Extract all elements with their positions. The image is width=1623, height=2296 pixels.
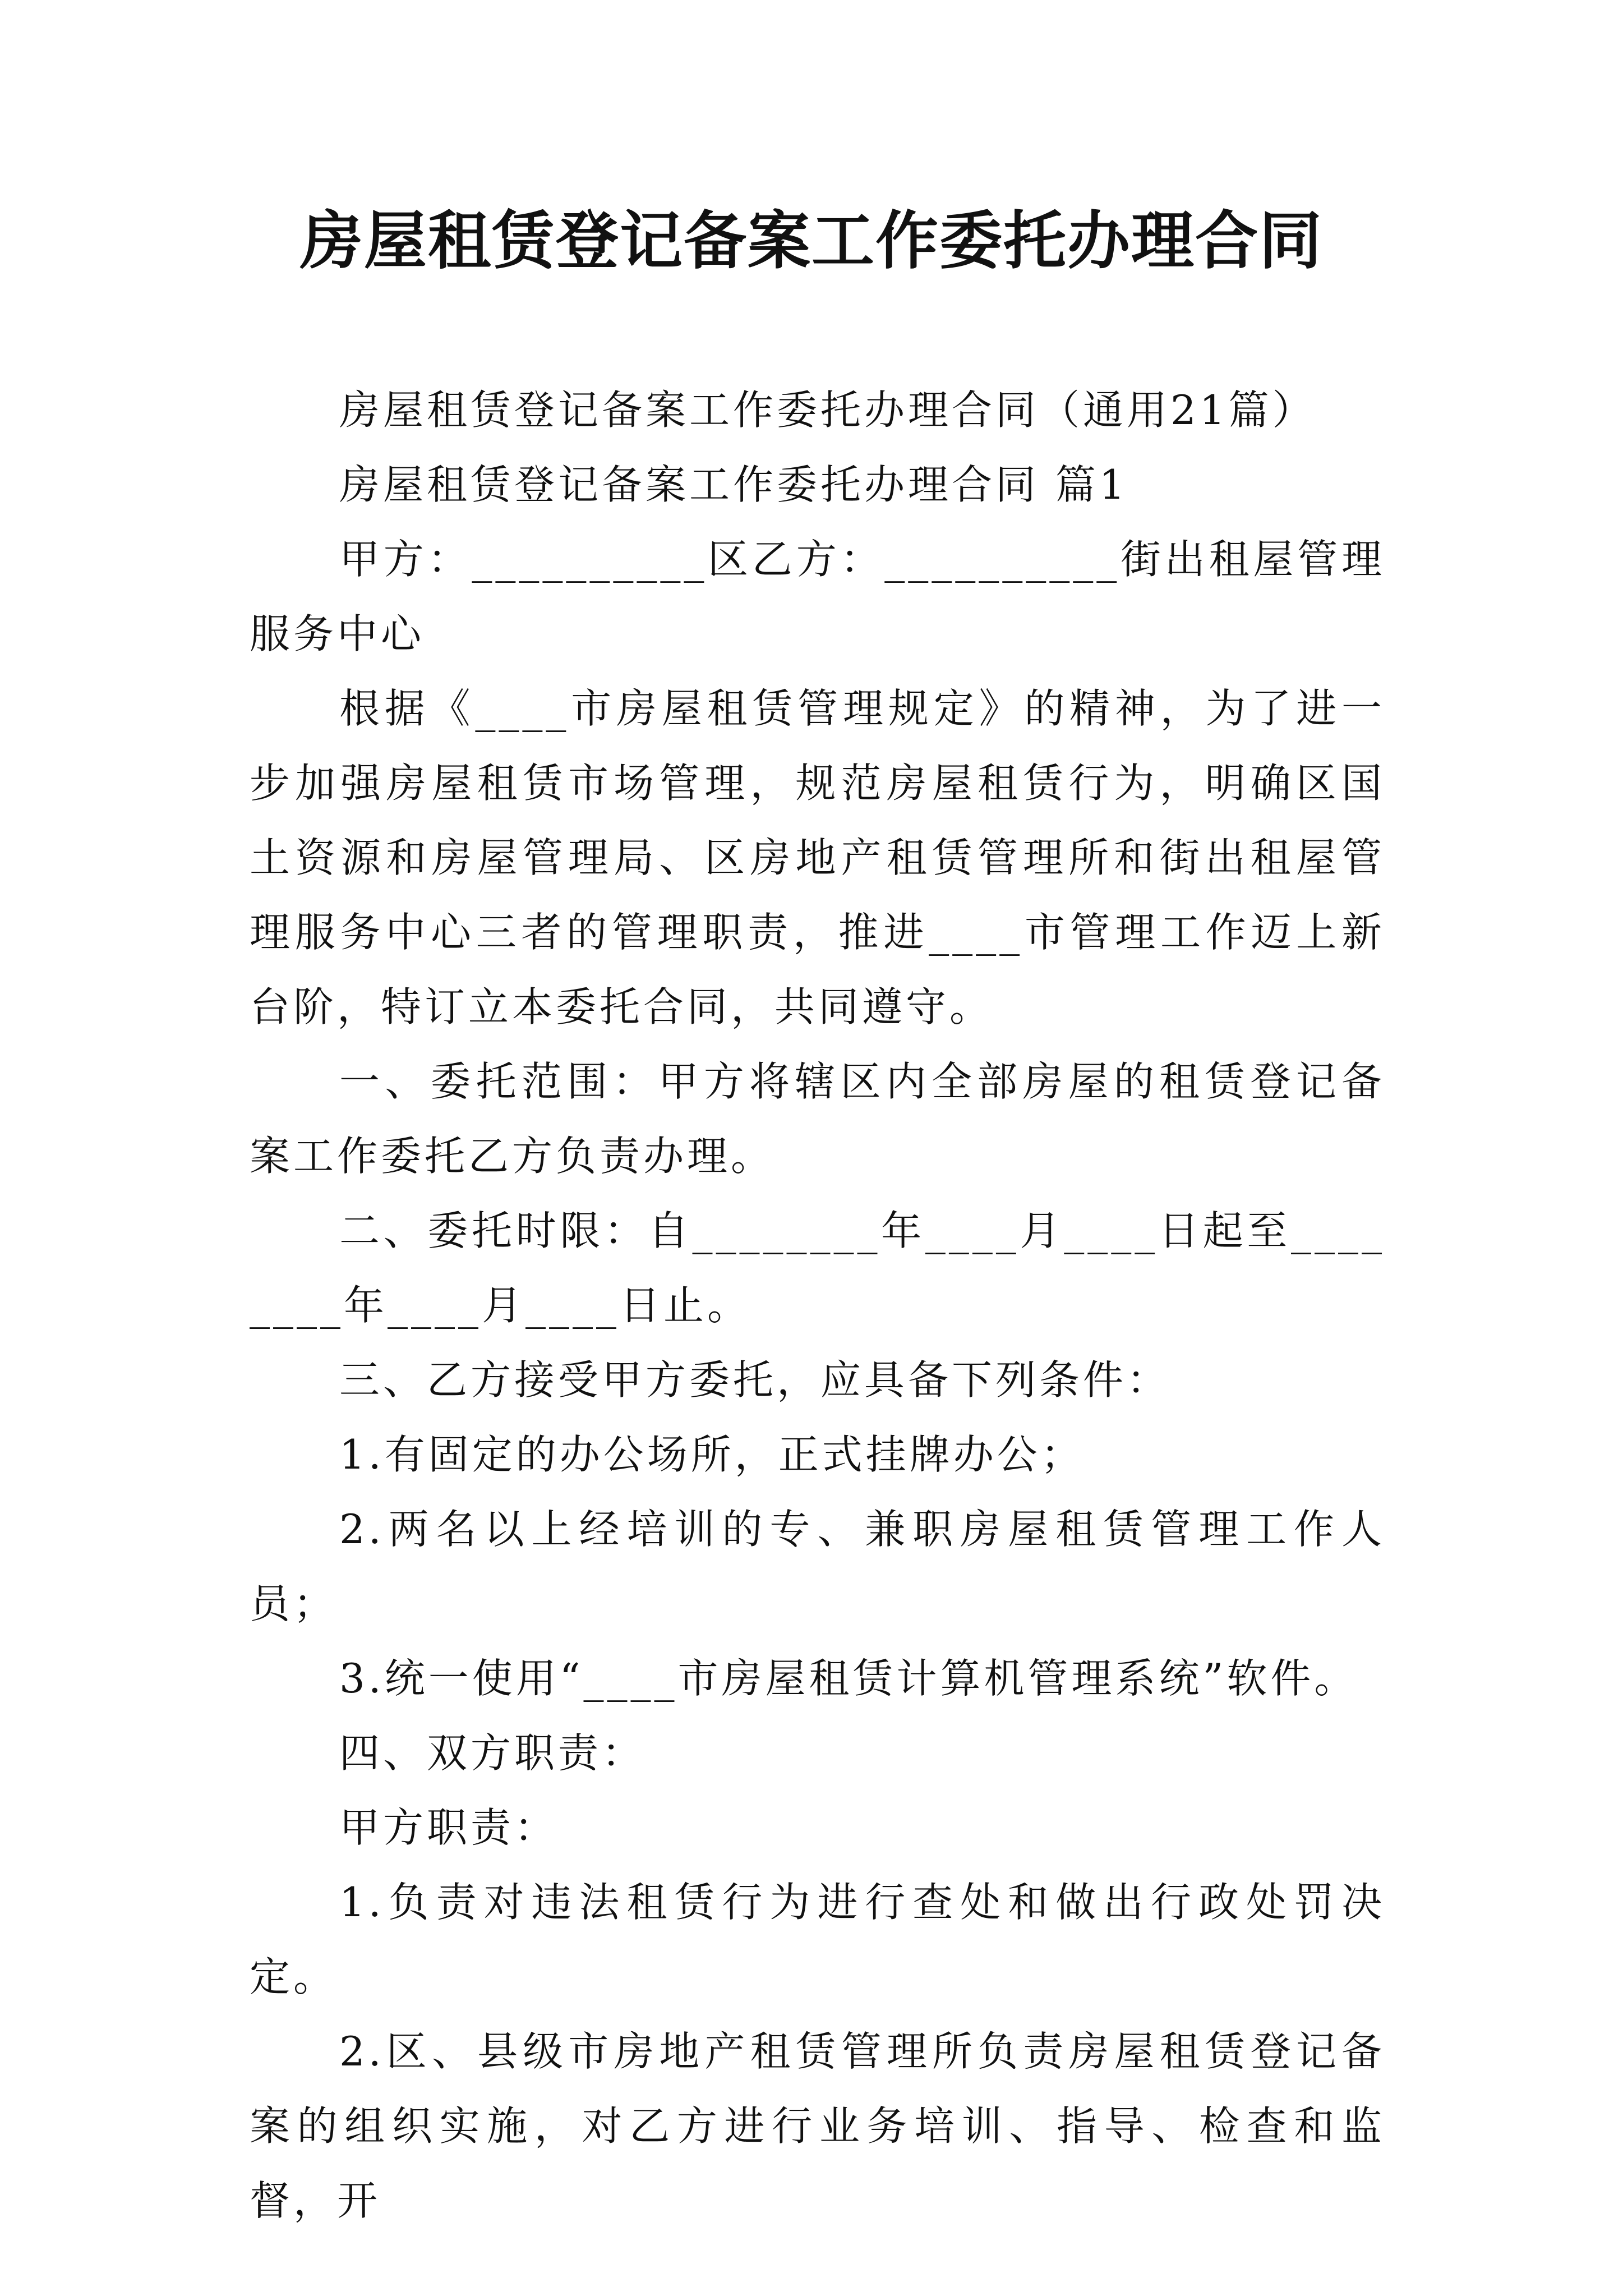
paragraph-duty-1: 1.负责对违法租赁行为进行查处和做出行政处罚决定。 [250, 1879, 1385, 2000]
paragraph-condition-1: 1.有固定的办公场所，正式挂牌办公； [339, 1431, 1085, 1478]
paragraph-subtitle: 房屋租赁登记备案工作委托办理合同（通用21篇） [339, 386, 1316, 434]
document-title: 房屋租赁登记备案工作委托办理合同 [300, 204, 1323, 278]
paragraph-condition-2: 2.两名以上经培训的专、兼职房屋租赁管理工作人员； [250, 1506, 1385, 1627]
paragraph-section-heading: 房屋租赁登记备案工作委托办理合同 篇1 [339, 461, 1128, 508]
paragraph-preamble: 根据《____市房屋租赁管理规定》的精神，为了进一步加强房屋租赁市场管理，规范房屋租赁行为，明确区国土资源和房屋管理局、区房地产租赁管理所和街出租屋管理服务中心三者的管理职责，推进____市管理工作迈上新台阶，特订立本委托合同，共同遵守。 [250, 685, 1385, 1030]
paragraph-condition-3: 3.统一使用“____市房屋租赁计算机管理系统”软件。 [339, 1655, 1358, 1702]
paragraph-scope: 一、委托范围：甲方将辖区内全部房屋的租赁登记备案工作委托乙方负责办理。 [250, 1058, 1385, 1180]
paragraph-party-a-duties: 甲方职责： [339, 1804, 559, 1851]
document-body [250, 373, 1385, 2238]
paragraph-duty-2: 2.区、县级市房地产租赁管理所负责房屋租赁登记备案的组织实施，对乙方进行业务培训、指导、检查和监督，开 [250, 2028, 1385, 2224]
paragraph-parties: 甲方：__________区乙方：__________街出租屋管理服务中心 [250, 536, 1385, 657]
paragraph-conditions: 三、乙方接受甲方委托，应具备下列条件： [339, 1356, 1171, 1404]
paragraph-term: 二、委托时限：自________年____月____日起至________年____月____日止。 [250, 1207, 1385, 1329]
paragraph-duties-heading: 四、双方职责： [339, 1729, 646, 1777]
